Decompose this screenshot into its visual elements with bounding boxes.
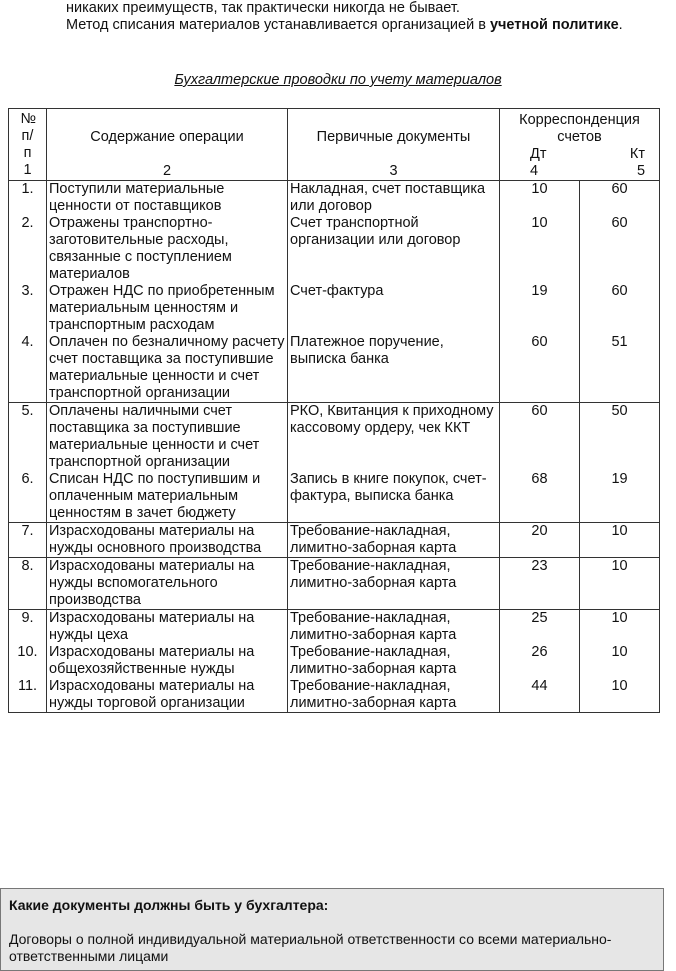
header-kt: Кт bbox=[629, 146, 646, 162]
intro-text bbox=[8, 0, 656, 34]
table-caption: Бухгалтерские проводки по учету материалов bbox=[174, 72, 502, 88]
cell-content: Израсходованы материалы на общехозяйственные нужды bbox=[47, 644, 288, 678]
table-row bbox=[9, 644, 660, 678]
cell-dt: 26 bbox=[500, 644, 580, 678]
table-row bbox=[9, 334, 660, 403]
cell-docs: РКО, Квитанция к приходному кассовому ордеру, чек ККТ bbox=[288, 403, 500, 472]
intro-line-2-start: Метод списания материалов устанавливается организацией в bbox=[66, 17, 490, 33]
header-docs: Первичные документы 3 bbox=[288, 109, 500, 181]
table-row bbox=[9, 283, 660, 334]
cell-num: 6. bbox=[9, 471, 47, 523]
cell-docs: Накладная, счет поставщика или договор bbox=[288, 181, 500, 216]
table-row bbox=[9, 471, 660, 523]
table-header-row bbox=[9, 109, 660, 181]
cell-num: 10. bbox=[9, 644, 47, 678]
cell-dt: 10 bbox=[500, 181, 580, 216]
table-row bbox=[9, 181, 660, 216]
cell-content: Списан НДС по поступившим и оплаченным материальным ценностям в зачет бюджету bbox=[47, 471, 288, 523]
cell-kt: 60 bbox=[580, 215, 660, 283]
cell-dt: 68 bbox=[500, 471, 580, 523]
entries-table bbox=[8, 108, 660, 713]
header-num: № п/ п 1 bbox=[9, 109, 47, 181]
intro-line-2 bbox=[8, 17, 656, 34]
cell-num: 8. bbox=[9, 558, 47, 610]
cell-kt: 51 bbox=[580, 334, 660, 403]
cell-dt: 25 bbox=[500, 610, 580, 645]
cell-num: 2. bbox=[9, 215, 47, 283]
cell-docs: Требование-накладная, лимитно-заборная карта bbox=[288, 558, 500, 610]
cell-docs: Счет транспортной организации или договор bbox=[288, 215, 500, 283]
cell-content: Отражен НДС по приобретенным материальным ценностям и транспортным расходам bbox=[47, 283, 288, 334]
table-row bbox=[9, 558, 660, 610]
cell-kt: 60 bbox=[580, 283, 660, 334]
cell-content: Израсходованы материалы на нужды основного производства bbox=[47, 523, 288, 558]
cell-num: 9. bbox=[9, 610, 47, 645]
documents-answer: Договоры о полной индивидуальной материальной ответственности со всеми материально-ответственными лицами bbox=[9, 931, 612, 964]
intro-line-2-end: . bbox=[618, 17, 623, 33]
cell-content: Оплачен по безналичному расчету счет поставщика за поступившие материальные ценности и счет транспортной организации bbox=[47, 334, 288, 403]
cell-content: Израсходованы материалы на нужды торговой организации bbox=[47, 678, 288, 713]
cell-kt: 60 bbox=[580, 181, 660, 216]
cell-docs: Платежное поручение, выписка банка bbox=[288, 334, 500, 403]
cell-docs: Требование-накладная, лимитно-заборная карта bbox=[288, 644, 500, 678]
cell-num: 7. bbox=[9, 523, 47, 558]
cell-dt: 60 bbox=[500, 334, 580, 403]
cell-docs: Требование-накладная, лимитно-заборная карта bbox=[288, 678, 500, 713]
table-row bbox=[9, 678, 660, 713]
intro-line-1: никаких преимуществ, так практически никогда не бывает. bbox=[66, 0, 460, 16]
cell-kt: 10 bbox=[580, 523, 660, 558]
cell-kt: 10 bbox=[580, 558, 660, 610]
cell-num: 4. bbox=[9, 334, 47, 403]
table-row bbox=[9, 215, 660, 283]
cell-num: 3. bbox=[9, 283, 47, 334]
cell-dt: 10 bbox=[500, 215, 580, 283]
cell-kt: 50 bbox=[580, 403, 660, 472]
cell-dt: 23 bbox=[500, 558, 580, 610]
cell-docs: Требование-накладная, лимитно-заборная карта bbox=[288, 523, 500, 558]
cell-docs: Счет-фактура bbox=[288, 283, 500, 334]
cell-dt: 44 bbox=[500, 678, 580, 713]
documents-question: Какие документы должны быть у бухгалтера: bbox=[9, 897, 329, 913]
cell-kt: 10 bbox=[580, 678, 660, 713]
table-row bbox=[9, 610, 660, 645]
cell-kt: 19 bbox=[580, 471, 660, 523]
accounting-policy-term: учетной политике bbox=[489, 17, 619, 33]
cell-content: Отражены транспортно-заготовительные расходы, связанные с поступлением материалов bbox=[47, 215, 288, 283]
required-documents-box bbox=[0, 888, 664, 971]
cell-kt: 10 bbox=[580, 644, 660, 678]
cell-num: 1. bbox=[9, 181, 47, 216]
cell-dt: 19 bbox=[500, 283, 580, 334]
cell-num: 11. bbox=[9, 678, 47, 713]
cell-docs: Запись в книге покупок, счет-фактура, выписка банка bbox=[288, 471, 500, 523]
header-correspondence: Корреспонденция счетов Дт Кт 4 5 bbox=[500, 109, 660, 181]
cell-content: Израсходованы материалы на нужды цеха bbox=[47, 610, 288, 645]
cell-dt: 20 bbox=[500, 523, 580, 558]
cell-content: Израсходованы материалы на нужды вспомогательного производства bbox=[47, 558, 288, 610]
header-content: Содержание операции 2 bbox=[47, 109, 288, 181]
cell-content: Поступили материальные ценности от поставщиков bbox=[47, 181, 288, 216]
cell-num: 5. bbox=[9, 403, 47, 472]
table-row bbox=[9, 403, 660, 472]
cell-content: Оплачены наличными счет поставщика за поступившие материальные ценности и счет транспортной организации bbox=[47, 403, 288, 472]
cell-dt: 60 bbox=[500, 403, 580, 472]
table-row bbox=[9, 523, 660, 558]
cell-kt: 10 bbox=[580, 610, 660, 645]
header-dt: Дт bbox=[530, 146, 547, 162]
cell-docs: Требование-накладная, лимитно-заборная карта bbox=[288, 610, 500, 645]
